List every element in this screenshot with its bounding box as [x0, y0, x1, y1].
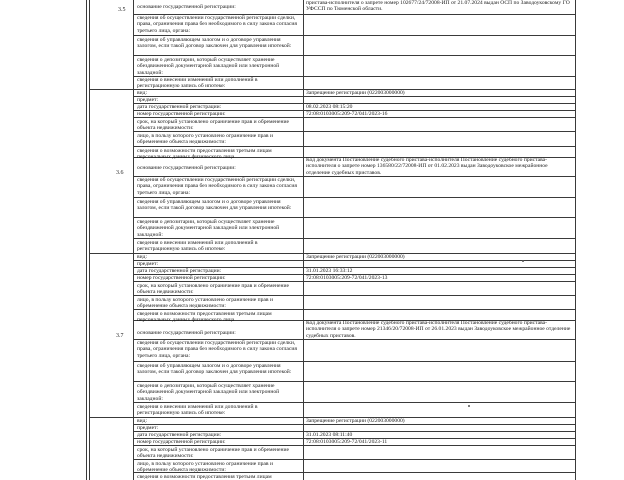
regnum-value: 72:08:0103005:209-72/041/2023-13	[306, 275, 388, 281]
pledge-manager-label: сведения об управляющем залогом и о договоре управления залогом, если такой договор заключен для управления ипотекой:	[137, 199, 292, 212]
date-label: дата государственной регистрации:	[137, 268, 222, 274]
row-divider	[133, 35, 575, 36]
kind-label: вид:	[137, 254, 148, 260]
section-number-3-7: 3.7	[116, 333, 124, 339]
term-label: срок, на который установлено ограничение прав и обременение объекта недвижимости:	[137, 447, 289, 460]
row-divider	[133, 361, 575, 362]
border-left-outer	[86, 0, 87, 480]
term-label: срок, на который установлено ограничение прав и обременение объекта недвижимости:	[137, 119, 289, 132]
consent-label: сведения об осуществлении государственной регистрации сделки, права, ограничения права без необходимого в силу закона согласия третьего лица, органа:	[137, 15, 297, 34]
person-label: лицо, в пользу которого установлено ограничение прав и обременение объекта недвижимости:	[137, 461, 273, 474]
border-right	[575, 0, 576, 480]
row-divider	[133, 146, 575, 147]
basis-value: Код документа Постановление судебного пристава-исполнителя Постановление судебного пристава-исполнителя о запрете номер 136580/22/72008-ИП от 01.02.2023 выдан Заводоуковское межрайонное отделение судебных приставов.	[306, 157, 548, 176]
col-num-divider	[133, 0, 134, 480]
third-party-label: сведения о возможности предоставления третьим лицам персональных данных физического лица	[137, 148, 272, 161]
regnum-label: номер государственной регистрации:	[137, 111, 226, 117]
person-label: лицо, в пользу которого установлено ограничение прав и обременение объекта недвижимости:	[137, 297, 273, 310]
basis-label: основание государственной регистрации:	[137, 330, 236, 336]
mortgage-changes-label: сведения о внесении изменений или дополнений в регистрационную запись об ипотеке:	[137, 404, 258, 417]
section-number-3-6: 3.6	[116, 170, 124, 176]
subject-label: предмет:	[137, 425, 159, 431]
col-label-divider	[303, 0, 304, 480]
date-label: дата государственной регистрации:	[137, 104, 222, 110]
kind-value: Запрещение регистрации (022003000000)	[306, 90, 405, 96]
basis-value: пристава-исполнителя о запрете номер 102677/24/72008-ИП от 21.07.2024 выдан ОСП по Заводоуковскому ГО УФССП по Тюменской области.	[306, 0, 570, 13]
row-divider	[133, 197, 575, 198]
scan-speck	[522, 260, 524, 262]
date-value: 31.01.2023 16:33:12	[306, 268, 353, 274]
pledge-manager-label: сведения об управляющем залогом и о договоре управления залогом, если такой договор заключен для управления ипотекой:	[137, 37, 292, 50]
mortgage-changes-label: сведения о внесении изменений или дополнений в регистрационную запись об ипотеке:	[137, 77, 258, 90]
date-label: дата государственной регистрации:	[137, 432, 222, 438]
row-divider	[133, 381, 575, 382]
date-value: 31.01.2023 08:11:40	[306, 432, 353, 438]
third-party-label: сведения о возможности предоставления третьим лицам персональных данных физического лица	[137, 311, 272, 324]
subject-label: предмет:	[137, 97, 159, 103]
kind-label: вид:	[137, 418, 148, 424]
basis-label: основание государственной регистрации:	[137, 4, 236, 10]
regnum-label: номер государственной регистрации:	[137, 439, 226, 445]
regnum-value: 72:08:0103005:209-72/041/2023-16	[306, 111, 388, 117]
regnum-label: номер государственной регистрации:	[137, 275, 226, 281]
pledge-manager-label: сведения об управляющем залогом и о договоре управления залогом, если такой договор заключен для управления ипотекой:	[137, 363, 292, 376]
date-value: 08.02.2023 08:15:20	[306, 104, 353, 110]
kind-value: Запрещение регистрации (022003000000)	[306, 254, 405, 260]
kind-label: вид:	[137, 90, 148, 96]
depositary-label: сведения о депозитарии, который осуществляет хранение обездвиженной документарной закладной или электронной закладной:	[137, 383, 280, 402]
consent-label: сведения об осуществлении государственной регистрации сделки, права, ограничения права без необходимого в силу закона согласия третьего лица, органа:	[137, 340, 297, 359]
consent-label: сведения об осуществлении государственной регистрации сделки, права, ограничения права без необходимого в силу закона согласия третьего лица, органа:	[137, 177, 297, 196]
basis-label: основание государственной регистрации:	[137, 165, 236, 171]
subject-label: предмет:	[137, 261, 159, 267]
depositary-label: сведения о депозитарии, который осуществляет хранение обездвиженной документарной закладной или электронной закладной:	[137, 57, 280, 76]
row-divider	[133, 55, 575, 56]
person-label: лицо, в пользу которого установлено ограничение прав и обременение объекта недвижимости:	[137, 133, 273, 146]
basis-value: Код документа Постановление судебного пристава-исполнителя Постановление судебного пристава-исполнителя о запрете номер 21346/20/72008-ИП от 26.01.2023 выдан Заводоуковское межрайонное отделение судебных приставов.	[306, 320, 571, 339]
scan-speck	[468, 405, 470, 407]
mortgage-changes-label: сведения о внесении изменений или дополнений в регистрационную запись об ипотеке:	[137, 240, 258, 253]
kind-value: Запрещение регистрации (022003000000)	[306, 418, 405, 424]
depositary-label: сведения о депозитарии, который осуществляет хранение обездвиженной документарной закладной или электронной закладной:	[137, 219, 280, 238]
regnum-value: 72:08:0103005:209-72/041/2023-11	[306, 439, 388, 445]
third-party-label: сведения о возможности предоставления третьим лицам	[137, 474, 272, 480]
border-left-inner	[89, 0, 90, 480]
term-label: срок, на который установлено ограничение прав и обременение объекта недвижимости:	[137, 283, 289, 296]
row-divider	[133, 217, 575, 218]
section-number-3-5: 3.5	[118, 7, 126, 13]
